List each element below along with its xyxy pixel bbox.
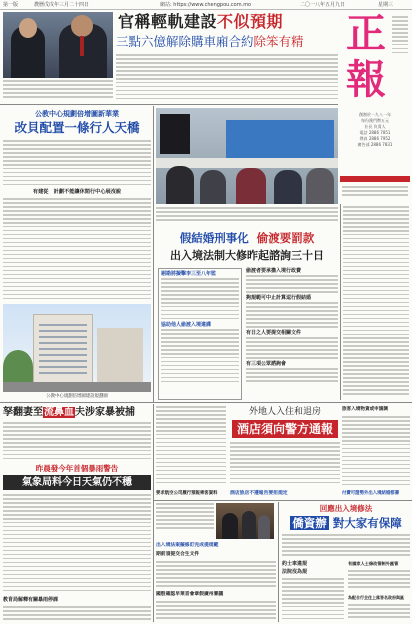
hotel-kicker: 外地人入住和退房 (248, 407, 321, 417)
center-photo-caption (156, 207, 338, 227)
center-info-box (158, 268, 242, 400)
price-text: 每份澳門幣五元 (361, 118, 389, 123)
left-headline: 改貝配置一條行人天橋 (14, 120, 140, 135)
center-text (246, 302, 338, 330)
divider (340, 204, 341, 400)
lead-caption-text (3, 80, 113, 102)
issue-date: 二〇一八年五月九日 (300, 2, 346, 8)
lunar-date: 農曆戊戌年三月二十四日 (34, 2, 90, 8)
response-headline (282, 515, 410, 531)
weather-kicker: 昨晨發今年首個暴雨警告 (35, 464, 119, 473)
election-text (348, 604, 410, 622)
traffic-text (282, 578, 344, 622)
dv-body-text (3, 422, 151, 462)
right-column-text (343, 206, 409, 400)
lead-subhead (116, 34, 338, 50)
lead-headline-red: 不似預期 (217, 12, 284, 31)
airline-notice: 要求航空公司履行預報乘客資料 (156, 491, 218, 496)
paper-logo (340, 12, 410, 110)
center-right-column (246, 268, 338, 400)
weather-body-text-2 (3, 606, 151, 622)
divider (153, 404, 154, 622)
press-conference-photo (156, 108, 338, 204)
legal-headline: 期前須提交合生文件 (156, 552, 200, 557)
center-headline-blue: 假結婚刑事化 (179, 231, 249, 245)
logo-side-text (392, 16, 408, 102)
lead-body-text (116, 54, 338, 102)
divider (153, 106, 154, 402)
legal-text (156, 601, 276, 621)
center-headline-top (156, 230, 338, 246)
center-text (246, 368, 338, 384)
lead-subhead-blue: 三點六億解除購車廂合約 (116, 34, 254, 49)
divider (0, 104, 338, 105)
center-text (246, 337, 338, 361)
traffic-subhead: 約士車違規 (282, 561, 308, 567)
center-subhead: 有日之人要提交相關文件 (246, 330, 302, 336)
weekday: 星期三 (378, 2, 394, 8)
center-subhead: 夠規範可中止計算逗行假結婚 (246, 295, 312, 301)
building-photo (3, 304, 151, 392)
box-heading: 剔勘將擬擊李三至八年監 (161, 271, 217, 277)
hotel-headline: 酒店須向警方通報 (232, 420, 338, 438)
hotel-body-text (230, 442, 340, 488)
logo-char-2: 報 (346, 56, 386, 103)
response-text (282, 534, 410, 558)
center-subhead: 偷渡者要承擔入境行政費 (246, 268, 302, 274)
lead-photo (3, 12, 113, 78)
dv-headline-tail: 夫涉家暴被捕 (75, 407, 135, 418)
response-headline-2: 對大家有保障 (332, 516, 402, 530)
lead-subhead-red: 除笨有精 (253, 34, 304, 49)
hotel-side-text (156, 406, 226, 488)
center-headline-red: 偷渡要罰款 (256, 231, 315, 245)
left-body-text-1 (3, 140, 151, 188)
divider (154, 500, 412, 501)
response-kicker: 回應出入境修法 (319, 504, 373, 513)
forex-subhead: 有國家人士修改管制外匯管 (348, 561, 399, 566)
legal-text (156, 503, 214, 533)
forex-text (348, 570, 410, 592)
center-text (246, 275, 338, 295)
legal-headline: 國殷確認早萊音會章假廣州審議 (156, 592, 224, 597)
hotel-box-heading: 酒店旅店不遵報告要拒規定 (230, 491, 288, 496)
contact-line: 廣告部 2886 7831 (357, 142, 393, 147)
response-headline-1: 僑資辦 (292, 516, 327, 530)
dv-headline (3, 406, 151, 420)
traffic-subhead: 法院沒為規 (282, 569, 308, 575)
legal-text (156, 561, 276, 589)
dv-headline-black: 孥翻妻至 (3, 407, 43, 418)
left-subhead: 有建從 計劃不能讓休閒行中心展沒說 (32, 189, 122, 195)
box-text (161, 329, 239, 385)
page-label: 第一版 (3, 2, 19, 8)
hotel-subhead: 旅客入境物貨或申請調 (342, 407, 388, 412)
contact-line: 社長 負責人 (364, 124, 386, 129)
contact-line: 傳真 2886 7952 (359, 136, 391, 141)
masthead-info (340, 112, 410, 174)
contact-line: 電話 2886 7851 (359, 130, 391, 135)
weather-body-text (3, 494, 151, 594)
lead-headline-black: 官稱輕軌建設 (118, 12, 218, 31)
center-headline-main: 出入境法制大修昨起諮詢三十日 (170, 249, 324, 262)
masthead-color-bar (340, 176, 410, 182)
logo-char-1: 正 (346, 10, 386, 57)
weather-subhead: 教育局解釋有關暴雨停課 (3, 597, 59, 603)
box-text (161, 278, 239, 322)
masthead-lower-text (342, 186, 408, 202)
divider (0, 402, 412, 403)
left-body-text-2 (3, 198, 151, 302)
hotel-right-text (342, 416, 410, 488)
divider (278, 502, 279, 622)
founded-text: 創辦於一九八一年 (359, 112, 391, 117)
box-heading: 協助他人偷渡入境違諜 (161, 322, 212, 328)
lead-headline (118, 12, 336, 32)
hotel-box-heading: 付費可證勢外出入境結婚都書 (342, 491, 400, 496)
legal-headline: 出入境法案擬修訂完成提規範 (156, 543, 219, 548)
weather-banner: 氣象局料今日天氣仍不穩 (3, 475, 151, 490)
dv-headline-red: 流鼻血 (44, 407, 74, 418)
masthead-bar (0, 0, 412, 10)
left-kicker: 公教中心規劃倍增圖新華業 (35, 109, 119, 118)
building-photo-caption: 公教中心規劃倍增圖建設規劃圖 (46, 394, 108, 399)
website-link[interactable]: 網站: https://www.chengpou.com.mo (160, 2, 252, 8)
center-subhead: 有三項公眾諮詢會 (246, 361, 287, 367)
court-photo (216, 503, 274, 539)
election-subhead: 為配合行全住上落答名政府與區 (348, 595, 404, 600)
